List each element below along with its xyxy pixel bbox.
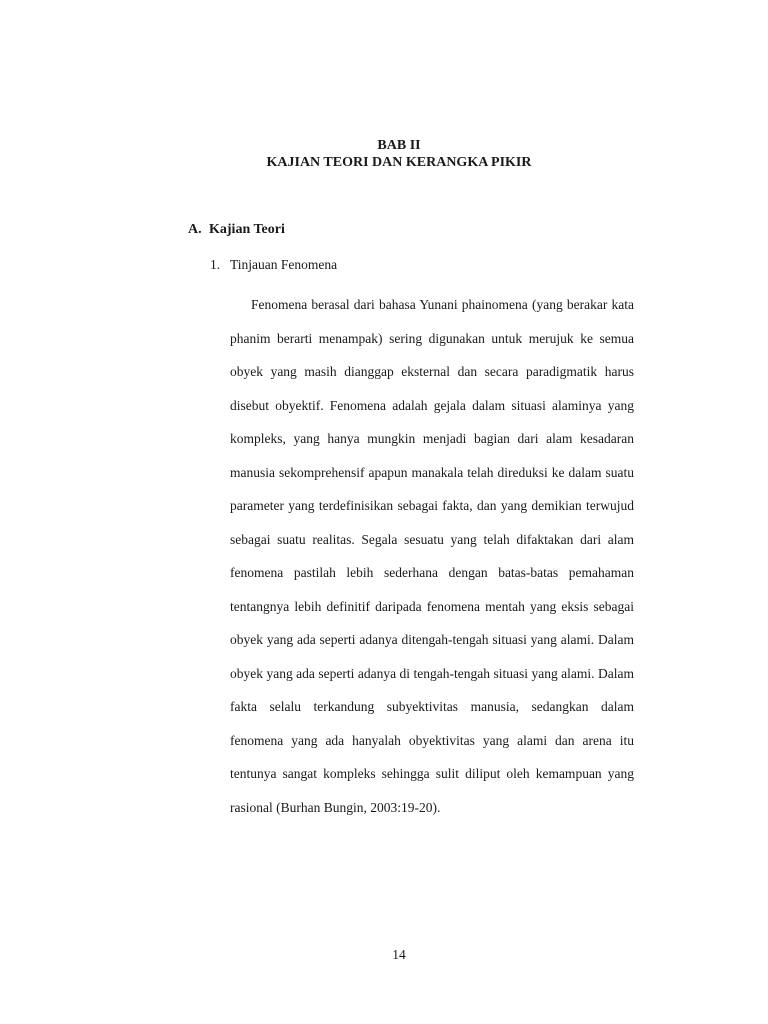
chapter-title: KAJIAN TEORI DAN KERANGKA PIKIR [266,155,532,170]
section-heading [188,221,285,238]
subsection-heading [210,256,337,273]
subsection-marker: 1. [210,257,221,272]
subsection-title: Tinjauan Fenomena [230,257,338,272]
chapter-number: BAB II [377,138,421,153]
body-paragraph: Fenomena berasal dari bahasa Yunani phainomena (yang berakar kata phanim berarti menampak) sering digunakan untuk merujuk ke semua obyek yang masih dianggap eksternal dan secara paradigmatik harus disebut obyektif. Fenomena adalah gejala dalam situasi alaminya yang kompleks, yang hanya mungkin menjadi bagian dari alam kesadaran manusia sekomprehensif apapun manakala telah direduksi ke dalam suatu parameter yang terdefinisikan sebagai fakta, dan yang demikian terwujud sebagai suatu realitas. Segala sesuatu yang telah difaktakan dari alam fenomena pastilah lebih sederhana dengan batas-batas pemahaman tentangnya lebih definitif daripada fenomena mentah yang eksis sebagai obyek yang ada seperti adanya ditengah-tengah situasi yang alami. Dalam obyek yang ada seperti adanya di tengah-tengah situasi yang alami. Dalam fakta selalu terkandung subyektivitas manusia, sedangkan dalam fenomena yang ada hanyalah obyektivitas yang alami dan arena itu tentunya sangat kompleks sehingga sulit diliput oleh kemampuan yang rasional (Burhan Bungin, 2003:19-20). [230,297,634,815]
section-title: Kajian Teori [209,222,285,237]
section-marker: A. [188,222,202,237]
page-number: 14 [392,947,406,962]
